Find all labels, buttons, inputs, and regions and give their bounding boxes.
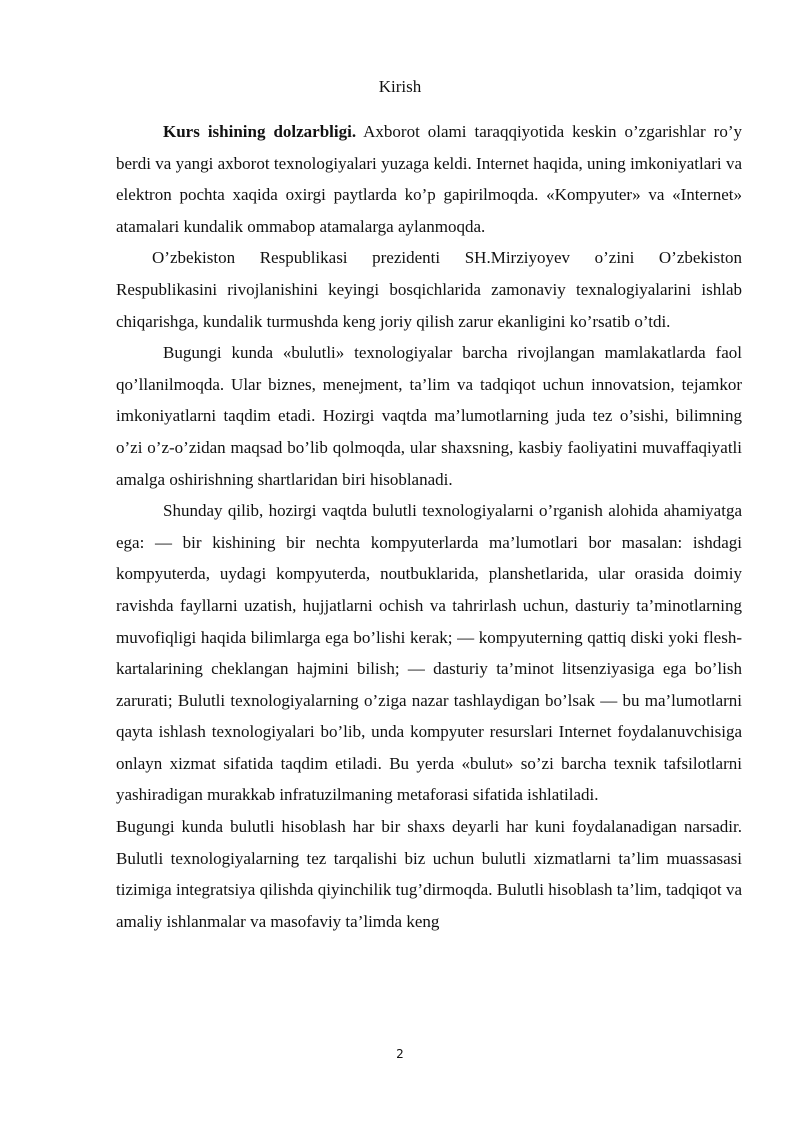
page-number: 2 bbox=[396, 1047, 404, 1061]
paragraph-relevance bbox=[116, 116, 742, 242]
document-body bbox=[116, 116, 742, 937]
paragraph-cloud-importance: Shunday qilib, hozirgi vaqtda bulutli texnologiyalarni o’rganish alohida ahamiyatga ega: — bir kishining bir nechta kompyuterlarda ma’lumotlari bor masalan: ishdagi kompyuterda, uydagi kompyuterda, noutbuklarida, planshetlarida, ular orasida doimiy ravishda fayllarni uzatish, hujjatlarni ochish va tahrirlash uchun, dasturiy ta’minotlarning muvofiqligi haqida bilimlarga ega bo’lishi kerak; — kompyuterning qattiq diski yoki flesh-kartalarining cheklangan hajmini bilish; — dasturiy ta’minot litsenziyasiga ega bo’lish zarurati; Bulutli texnologiyalarning o’ziga nazar tashlaydigan bo’lsak — bu ma’lumotlarni qayta ishlash texnologiyalari bo’lib, unda kompyuter resurslari Internet foydalanuvchisiga onlayn xizmat sifatida taqdim etiladi. Bu yerda «bulut» so’zi barcha texnik tafsilotlarni yashiradigan murakkab infratuzilmaning metaforasi sifatida ishlatiladi. bbox=[116, 501, 742, 805]
paragraph-text: Axborot olami taraqqiyotida keskin o’zgarishlar ro’y berdi va yangi axborot texnologiyalari yuzaga keldi. Internet haqida, uning imkoniyatlari va elektron pochta xaqida oxirgi paytlarda ko’p gapirilmoqda. «Kompyuter» va «Internet» atamalari kundalik ommabop atamalarga aylanmoqda. bbox=[116, 122, 742, 236]
paragraph-cloud-computing: Bugungi kunda bulutli hisoblash har bir shaxs deyarli har kuni foydalanadigan narsadir. Bulutli texnologiyalarning tez tarqalishi biz uchun bulutli xizmatlarni ta’lim muassasasi tizimiga integratsiya qilishda qiyinchilik tug’dirmoqda. Bulutli hisoblash ta’lim, tadqiqot va amaliy ishlanmalar va masofaviy ta’limda keng bbox=[116, 817, 742, 931]
page-title: Kirish bbox=[378, 77, 422, 96]
paragraph-president: O’zbekiston Respublikasi prezidenti SH.Mirziyoyev o’zini O’zbekiston Respublikasini rivojlanishini keyingi bosqichlarida zamonaviy texnalogiyalarini ishlab chiqarishga, kundalik turmushda keng joriy qilish zarur ekanligini ko’rsatib o’tdi. bbox=[116, 248, 742, 331]
paragraph-lead: Kurs ishining dolzarbligi. bbox=[163, 122, 357, 141]
paragraph-cloud-technologies: Bugungi kunda «bulutli» texnologiyalar barcha rivojlangan mamlakatlarda faol qo’llanilmoqda. Ular biznes, menejment, ta’lim va tadqiqot uchun innovatsion, tejamkor imkoniyatlarni taqdim etadi. Hozirgi vaqtda ma’lumotlarning juda tez o’sishi, bilimning o’zi o’z-o’zidan maqsad bo’lib qolmoqda, ular shaxsning, kasbiy faoliyatini muvaffaqiyatli amalga oshirishning shartlaridan biri hisoblanadi. bbox=[116, 343, 742, 489]
